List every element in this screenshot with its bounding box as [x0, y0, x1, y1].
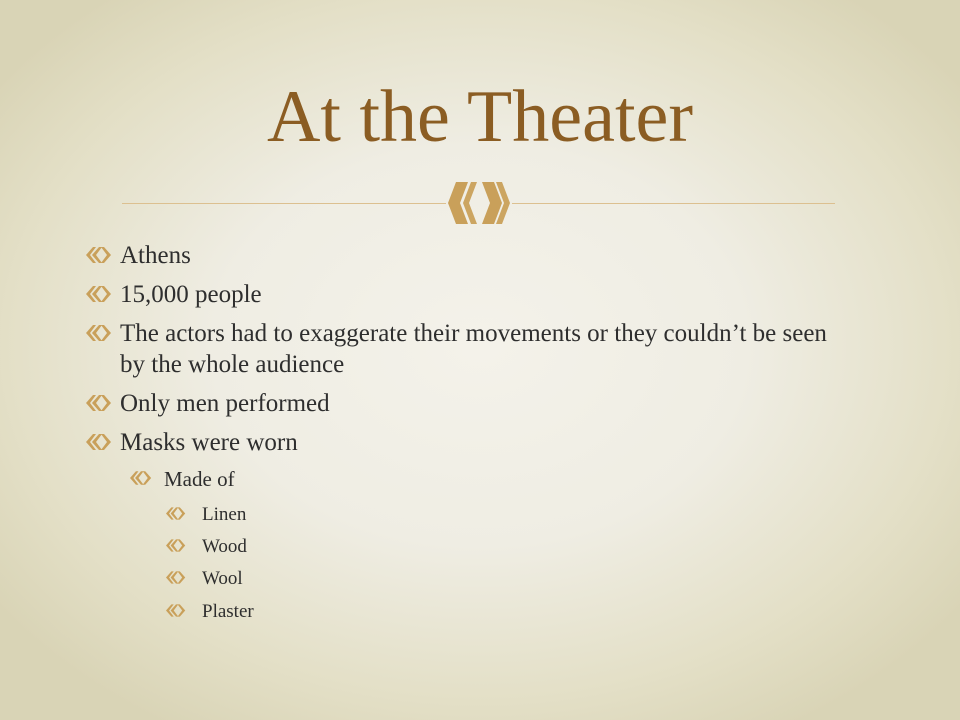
bullet-text: Athens: [120, 242, 191, 269]
double-bracket-bullet-icon: [166, 600, 202, 624]
slide-title: At the Theater: [266, 76, 693, 158]
bullet-item: [86, 279, 846, 310]
double-bracket-bullet-icon: [86, 279, 120, 310]
double-bracket-bullet-icon: [130, 466, 164, 492]
sub-sub-bullet-text: Wood: [202, 536, 247, 557]
sub-sub-bullet-text: Wool: [202, 568, 243, 589]
sub-bullet-text: Made of: [164, 467, 235, 491]
sub-sub-bullet-text: Plaster: [202, 601, 254, 622]
sub-sub-bullet-item: [166, 503, 826, 527]
bullet-text: Only men performed: [120, 390, 330, 417]
sub-bullet-item: [130, 466, 830, 492]
bullet-item: [86, 318, 846, 380]
double-bracket-bullet-icon: [86, 318, 120, 349]
sub-sub-bullet-text: Linen: [202, 504, 247, 525]
double-bracket-bullet-icon: [166, 567, 202, 591]
bullet-item: [86, 427, 846, 458]
bullet-item: [86, 240, 846, 271]
sub-sub-bullet-item: [166, 567, 826, 591]
double-bracket-bullet-icon: [86, 388, 120, 419]
double-bracket-bullet-icon: [166, 503, 202, 527]
double-bracket-bullet-icon: [86, 427, 120, 458]
double-bracket-bullet-icon: [86, 240, 120, 271]
double-bracket-bullet-icon: [166, 535, 202, 559]
bullet-text: 15,000 people: [120, 281, 262, 308]
sub-sub-bullet-item: [166, 535, 826, 559]
bullet-item: [86, 388, 846, 419]
bullet-text: The actors had to exaggerate their movements or they couldn’t be seen by the whole audience: [120, 320, 827, 378]
bullet-text: Masks were worn: [120, 429, 298, 456]
sub-sub-bullet-item: [166, 600, 826, 624]
